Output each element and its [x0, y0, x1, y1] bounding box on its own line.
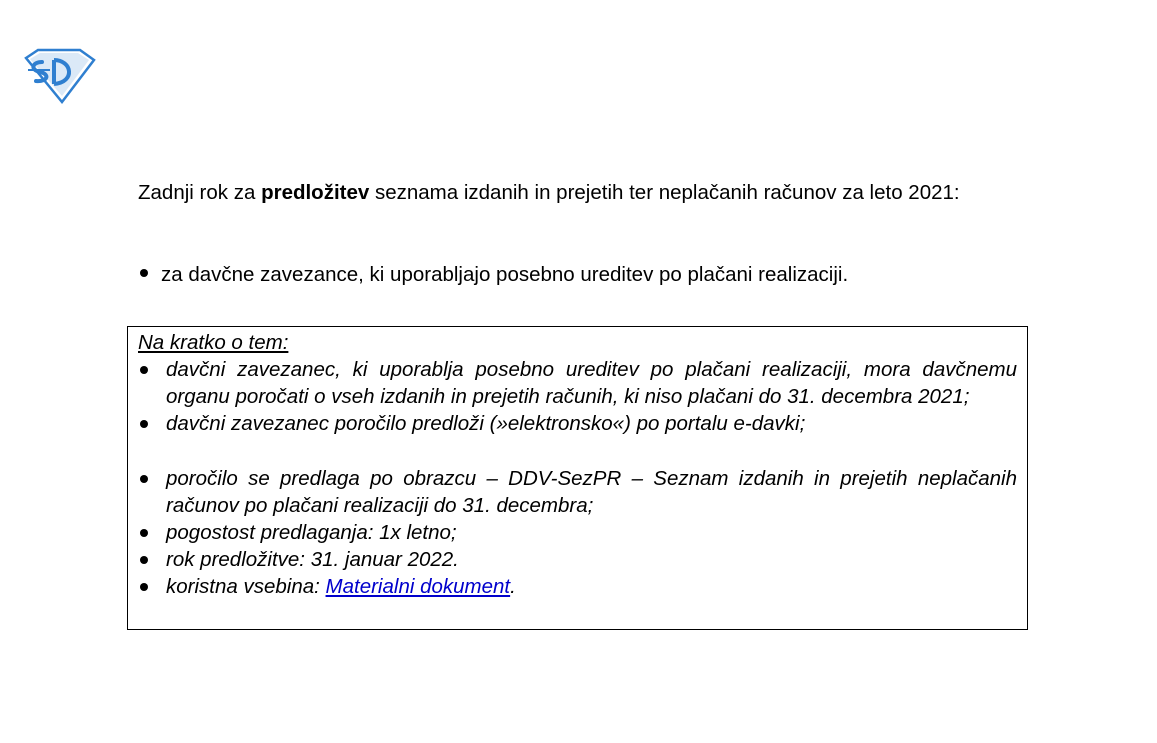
summary-item-text: pogostost predlaganja: 1x letno; [166, 521, 457, 544]
bullet-icon [140, 420, 148, 428]
bullet-icon [140, 529, 148, 537]
bullet-icon [140, 366, 148, 374]
summary-list-item [138, 573, 1017, 600]
materialni-dokument-link[interactable]: Materialni dokument [325, 575, 511, 598]
summary-item-text: poročilo se predlaga po obrazcu – DDV-SezPR – Seznam izdanih in prejetih neplačanih računov po plačani realizaciji do 31. decembra; [166, 467, 1017, 517]
summary-item-text: rok predložitve: 31. januar 2022. [166, 548, 459, 571]
summary-item-suffix: . [510, 575, 516, 598]
summary-list-item [138, 465, 1017, 519]
summary-list-item [138, 546, 1017, 573]
intro-bold-term: predložitev [261, 181, 370, 204]
summary-item-text: davčni zavezanec, ki uporablja posebno ureditev po plačani realizaciji, mora davčnemu organu poročati o vseh izdanih in prejetih računih, ki niso plačani do 31. decembra 2021; [166, 358, 1017, 408]
intro-paragraph [138, 172, 1038, 213]
company-logo [22, 48, 96, 104]
summary-list-item [138, 410, 1017, 437]
summary-item-prefix: koristna vsebina: [166, 575, 326, 598]
intro-text-end: seznama izdanih in prejetih ter neplačanih računov za leto 2021: [369, 181, 960, 204]
summary-list [138, 356, 1017, 600]
summary-item-text: davčni zavezanec poročilo predloži (»elektronsko«) po portalu e-davki; [166, 412, 806, 435]
summary-box-title: Na kratko o tem: [138, 331, 289, 354]
bullet-icon [140, 583, 148, 591]
intro-bullet-text: za davčne zavezance, ki uporabljajo posebno ureditev po plačani realizaciji. [161, 263, 849, 286]
bullet-icon [140, 556, 148, 564]
summary-list-item [138, 519, 1017, 546]
intro-text-start: Zadnji rok za [138, 181, 262, 204]
bullet-icon [140, 269, 148, 277]
summary-box [127, 326, 1028, 630]
intro-bullet-item [138, 258, 1038, 292]
summary-list-item [138, 356, 1017, 410]
bullet-icon [140, 475, 148, 483]
